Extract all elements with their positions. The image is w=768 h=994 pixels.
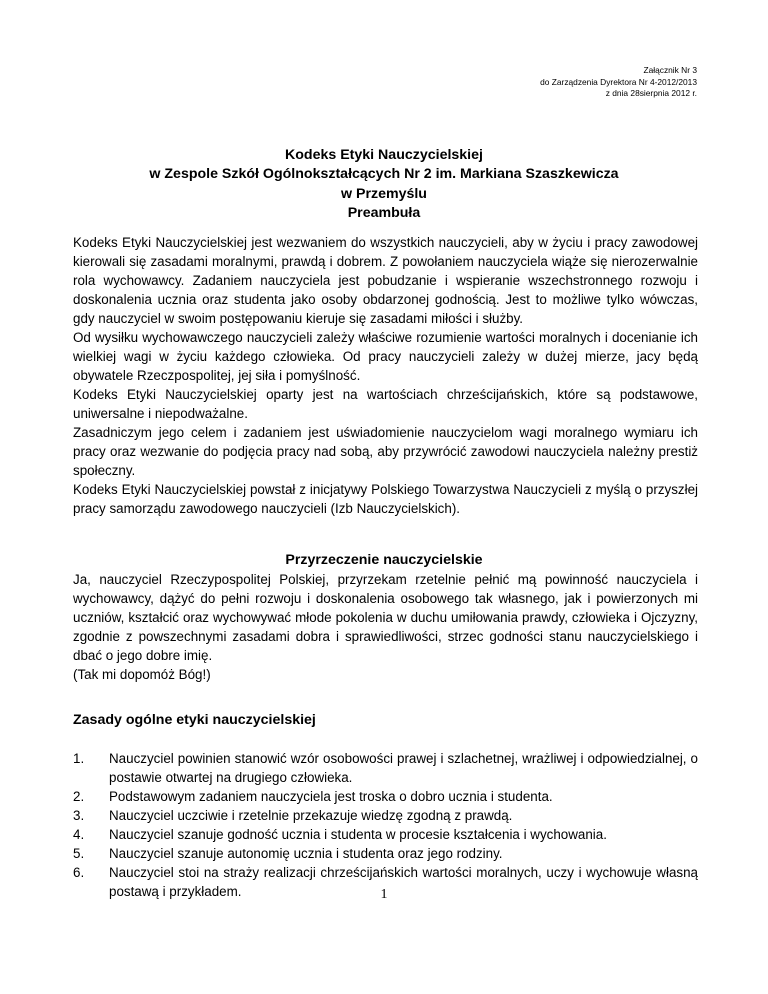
list-item bbox=[73, 825, 698, 844]
list-item-number: 2. bbox=[73, 789, 85, 804]
promise-section bbox=[73, 570, 698, 684]
list-item-number: 5. bbox=[73, 846, 85, 861]
annex-header bbox=[540, 65, 697, 100]
list-item-number: 6. bbox=[73, 865, 85, 880]
annex-line-2: do Zarządzenia Dyrektora Nr 4-2012/2013 bbox=[540, 76, 697, 87]
promise-heading: Przyrzeczenie nauczycielskie bbox=[285, 552, 483, 568]
promise-text: Ja, nauczyciel Rzeczypospolitej Polskiej, przyrzekam rzetelnie pełnić mą powinność nauczyciela i wychowawcy, dążyć do pełni rozwoju i doskonalenia osobowego tak własnego, jak i powierzonych mi uczniów, kształcić oraz wychowywać młode pokolenia w duchu umiłowania prawdy, człowieka i Ojczyzny, zgodnie z powszechnymi zasadami dobra i sprawiedliwości, strzec godności stanu nauczycielskiego i dbać o jego dobre imię. bbox=[73, 572, 698, 663]
list-item-text: Nauczyciel powinien stanowić wzór osobowości prawej i szlachetnej, wrażliwej i odpowiedzialnej, o postawie otwartej na drugiego człowieka. bbox=[109, 751, 698, 785]
rules-list bbox=[73, 749, 698, 901]
list-item bbox=[73, 787, 698, 806]
promise-closing: (Tak mi dopomóż Bóg!) bbox=[73, 667, 211, 682]
list-item-text: Nauczyciel szanuje godność ucznia i studenta w procesie kształcenia i wychowania. bbox=[109, 827, 607, 842]
title-line-3: w Przemyślu bbox=[341, 185, 427, 202]
document-title bbox=[0, 146, 768, 224]
list-item-number: 3. bbox=[73, 808, 85, 823]
preamble-section bbox=[73, 233, 698, 518]
preamble-paragraph-3: Kodeks Etyki Nauczycielskiej oparty jest na wartościach chrześcijańskich, które są podstawowe, uniwersalne i niepodważalne. bbox=[73, 387, 698, 421]
page-number: 1 bbox=[380, 887, 388, 902]
title-line-2: w Zespole Szkół Ogólnokształcących Nr 2 im. Markiana Szaszkewicza bbox=[149, 166, 619, 183]
list-item bbox=[73, 844, 698, 863]
list-item-text: Nauczyciel uczciwie i rzetelnie przekazuje wiedzę zgodną z prawdą. bbox=[109, 808, 513, 823]
list-item bbox=[73, 749, 698, 787]
rules-heading: Zasady ogólne etyki nauczycielskiej bbox=[73, 712, 316, 728]
title-line-1: Kodeks Etyki Nauczycielskiej bbox=[285, 147, 483, 163]
annex-line-3: z dnia 28sierpnia 2012 r. bbox=[605, 88, 697, 99]
annex-line-1: Załącznik Nr 3 bbox=[643, 65, 697, 75]
list-item-text: Nauczyciel szanuje autonomię ucznia i studenta oraz jego rodziny. bbox=[109, 846, 503, 861]
preamble-heading: Preambuła bbox=[347, 205, 421, 222]
list-item bbox=[73, 806, 698, 825]
preamble-paragraph-5: Kodeks Etyki Nauczycielskiej powstał z inicjatywy Polskiego Towarzystwa Nauczycieli z myślą o przyszłej pracy samorządu zawodowego nauczycieli (Izb Nauczycielskich). bbox=[73, 482, 698, 516]
preamble-paragraph-4: Zasadniczym jego celem i zadaniem jest uświadomienie nauczycielom wagi moralnego wymiaru ich pracy oraz wezwanie do podjęcia pracy nad sobą, aby przywrócić zawodowi nauczyciela należny prestiż społeczny. bbox=[73, 425, 698, 478]
list-item-number: 4. bbox=[73, 827, 85, 842]
preamble-paragraph-1: Kodeks Etyki Nauczycielskiej jest wezwaniem do wszystkich nauczycieli, aby w życiu i pracy zawodowej kierowali się zasadami moralnymi, prawdą i dobrem. Z powołaniem nauczyciela wiąże się nierozerwalnie rola wychowawcy. Zadaniem nauczyciela jest pobudzanie i wspieranie wszechstronnego rozwoju i doskonalenia ucznia oraz studenta jako osoby obdarzonej godnością. Jest to możliwe tylko wówczas, gdy nauczyciel w swoim postępowaniu kieruje się zasadami miłości i służby. bbox=[73, 235, 698, 326]
list-item-text: Nauczyciel stoi na straży realizacji chrześcijańskich wartości moralnych, uczy i wychowuje własną postawą i przykładem. bbox=[109, 865, 698, 899]
preamble-paragraph-2: Od wysiłku wychowawczego nauczycieli zależy właściwe rozumienie wartości moralnych i docenianie ich wielkiej wagi w życiu każdego człowieka. Od pracy nauczycieli zależy w dużej mierze, jacy będą obywatele Rzeczpospolitej, jej siła i pomyślność. bbox=[73, 330, 698, 383]
list-item-number: 1. bbox=[73, 751, 85, 766]
list-item-text: Podstawowym zadaniem nauczyciela jest troska o dobro ucznia i studenta. bbox=[109, 789, 553, 804]
